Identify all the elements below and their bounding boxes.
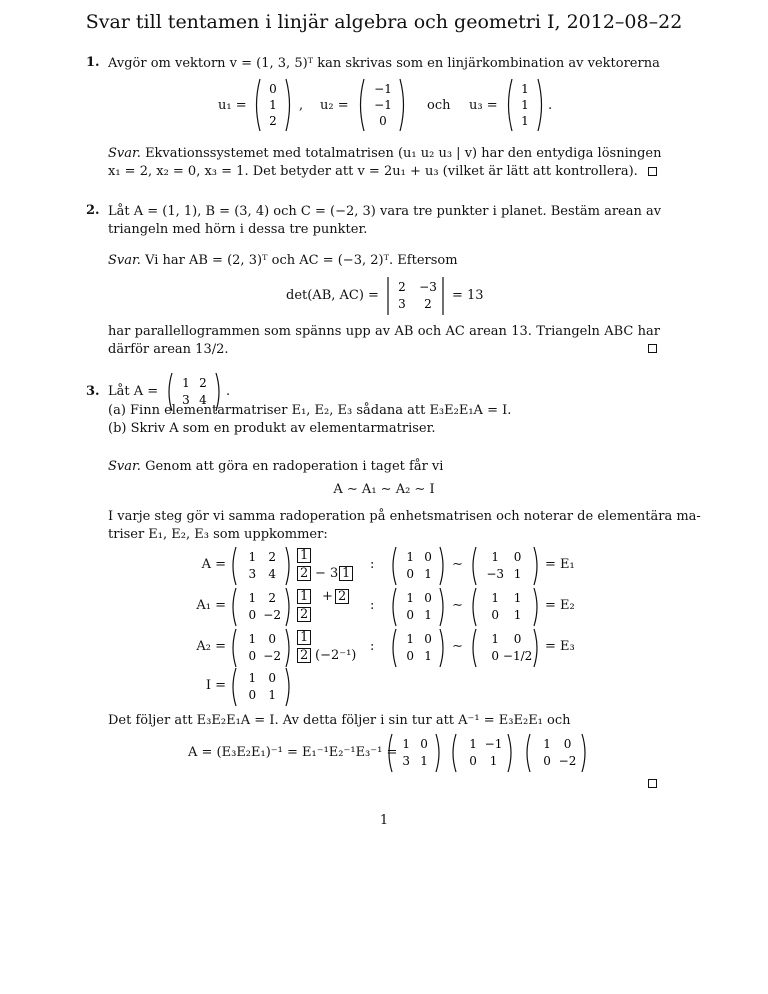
step-0-identity <box>390 546 446 590</box>
u3-parens <box>504 78 546 132</box>
step-0-op-bot-extra: − 3 <box>315 566 339 581</box>
step-1-identity-cell-01: 0 <box>424 591 432 605</box>
problem-1-number: 1. <box>86 55 100 70</box>
final-matrix-1 <box>450 733 514 777</box>
A-11: 4 <box>199 393 207 407</box>
answer-1-text-1: Ekvationssystemet med totalmatrisen (u₁ u₂ u₃ | v) har den entydiga lösningen <box>145 146 662 161</box>
step-0-lhs: A = <box>201 557 226 572</box>
step-0-op-bot <box>297 566 311 581</box>
step-3-matrix-cell-01: 0 <box>268 671 276 685</box>
u2-parens <box>356 78 408 132</box>
step-1-identity-parens <box>390 587 446 627</box>
svar-label-1: Svar. <box>108 146 141 161</box>
step-3-matrix-parens <box>230 667 292 707</box>
conclusion-text: Det följer att E₃E₂E₁A = I. Av detta följer i sin tur att A⁻¹ = E₃E₂E₁ och <box>108 713 571 728</box>
u1-2: 2 <box>269 114 277 128</box>
step-1-matrix-cell-10: 0 <box>248 608 257 622</box>
step-0-matrix <box>230 546 292 590</box>
final-matrix-1-cell-00: 1 <box>469 737 477 751</box>
step-0-matrix-parens <box>230 546 292 586</box>
step-0-result-cell-10: −3 <box>486 567 505 581</box>
step-1-result-cell-11: 1 <box>513 608 522 622</box>
answer-3-text-3: triser E₁, E₂, E₃ som uppkommer: <box>108 527 328 542</box>
step-2-identity <box>390 628 446 672</box>
step-1-sim: ∼ <box>452 598 463 613</box>
u3-2: 1 <box>521 114 529 128</box>
step-2-matrix-cell-00: 1 <box>248 632 257 646</box>
qed-box-1 <box>648 167 657 176</box>
page-title: Svar till tentamen i linjär algebra och geometri I, 2012–08–22 <box>85 11 683 33</box>
step-1-op-bot <box>297 607 311 622</box>
A-00: 1 <box>182 376 190 390</box>
step-1-matrix-parens <box>230 587 292 627</box>
step-2-result-parens <box>470 628 540 668</box>
step-1-rhs: = E₂ <box>545 598 575 613</box>
page-number: 1 <box>379 813 389 828</box>
det-label: det(AB, AC) = <box>286 288 379 303</box>
step-1-matrix-cell-00: 1 <box>248 591 257 605</box>
u1-parens <box>252 78 294 132</box>
answer-1-text-2: x₁ = 2, x₂ = 0, x₃ = 1. Det betyder att v = 2u₁ + u₃ (vilket är lätt att kontrollera). <box>108 164 638 179</box>
final-matrix-2-cell-10: 0 <box>543 754 551 768</box>
step-0-identity-cell-01: 0 <box>424 550 432 564</box>
u1-label: u₁ = <box>218 98 247 113</box>
step-0-identity-cell-11: 1 <box>424 567 432 581</box>
u3-0: 1 <box>521 82 529 96</box>
det-10: 3 <box>398 297 406 311</box>
u2-1: −1 <box>374 98 392 112</box>
step-1-matrix-cell-01: 2 <box>268 591 276 605</box>
step-1-result <box>470 587 540 631</box>
step-3-matrix <box>230 667 292 711</box>
step-1-op-top-box2 <box>335 589 349 604</box>
step-0-sim: ∼ <box>452 557 463 572</box>
step-2-identity-cell-01: 0 <box>424 632 432 646</box>
u2-2: 0 <box>379 114 387 128</box>
step-1-result-cell-00: 1 <box>491 591 500 605</box>
step-1-op-bot-box: 2 <box>297 607 311 622</box>
problem-1-answer-1 <box>108 145 660 163</box>
step-0-matrix-cell-01: 2 <box>268 550 276 564</box>
step-2-matrix-parens <box>230 628 292 668</box>
step-1-matrix-cell-11: −2 <box>263 608 282 622</box>
step-0-op-bot-box2 <box>339 566 353 581</box>
step-1-identity-cell-10: 0 <box>406 608 414 622</box>
step-2-matrix <box>230 628 292 672</box>
problem-3-intro: Låt A = <box>108 384 159 399</box>
step-2-identity-cell-10: 0 <box>406 649 414 663</box>
det-matrix <box>385 276 447 320</box>
problem-3-number: 3. <box>86 384 100 399</box>
final-matrix-1-cell-10: 0 <box>469 754 477 768</box>
u1-1: 1 <box>269 98 277 112</box>
step-2-op-bot-box: 2 <box>297 648 311 663</box>
step-0-rhs: = E₁ <box>545 557 575 572</box>
step-0-matrix-cell-10: 3 <box>248 567 257 581</box>
step-2-identity-cell-11: 1 <box>424 649 432 663</box>
det-value: = 13 <box>452 288 484 303</box>
step-2-matrix-cell-11: −2 <box>263 649 282 663</box>
step-2-result-cell-01: 0 <box>513 632 522 646</box>
problem-2-question-2: triangeln med hörn i dessa tre punkter. <box>108 222 368 237</box>
step-1-matrix <box>230 587 292 631</box>
step-0-result-cell-01: 0 <box>513 550 522 564</box>
final-matrix-2 <box>524 733 588 777</box>
det-00: 2 <box>398 280 406 294</box>
final-matrix-2-cell-00: 1 <box>543 737 551 751</box>
A-10: 3 <box>182 393 190 407</box>
qed-box-3 <box>648 779 657 788</box>
problem-2-question-1: Låt A = (1, 1), B = (3, 4) och C = (−2, 3) vara tre punkter i planet. Bestäm arean av <box>108 204 662 219</box>
problem-3-part-b: (b) Skriv A som en produkt av elementarmatriser. <box>108 421 436 436</box>
final-matrix-0-cell-10: 3 <box>402 754 410 768</box>
final-matrix-2-parens <box>524 733 588 773</box>
step-2-matrix-cell-01: 0 <box>268 632 276 646</box>
final-matrix-0 <box>386 733 442 777</box>
svar-label-3: Svar. <box>108 459 141 474</box>
final-lhs: A = (E₃E₂E₁)⁻¹ = E₁⁻¹E₂⁻¹E₃⁻¹ = <box>188 745 398 760</box>
step-2-lhs: A₂ = <box>196 639 226 654</box>
u2-vector <box>356 78 408 136</box>
step-0-matrix-cell-11: 4 <box>268 567 276 581</box>
step-1-result-cell-10: 0 <box>491 608 500 622</box>
u3-vector <box>504 78 546 136</box>
step-0-result-cell-00: 1 <box>491 550 500 564</box>
problem-1-question: Avgör om vektorn v = (1, 3, 5)ᵀ kan skrivas som en linjärkombination av vektorerna <box>108 56 660 71</box>
step-0-identity-cell-00: 1 <box>406 550 414 564</box>
step-2-sim: ∼ <box>452 639 463 654</box>
step-2-result-cell-00: 1 <box>491 632 500 646</box>
step-0-result-parens <box>470 546 540 586</box>
step-0-colon: : <box>370 557 375 572</box>
step-3-matrix-cell-00: 1 <box>248 671 257 685</box>
step-1-result-parens <box>470 587 540 627</box>
step-3-matrix-cell-11: 1 <box>268 688 276 702</box>
step-2-rhs: = E₃ <box>545 639 575 654</box>
answer-2-text-3: därför arean 13/2. <box>108 342 229 357</box>
final-matrix-0-cell-01: 0 <box>420 737 428 751</box>
u2-label: u₂ = <box>320 98 349 113</box>
step-0-op-bot-box2-box: 1 <box>339 566 353 581</box>
final-matrix-0-cell-11: 1 <box>420 754 428 768</box>
u1-0: 0 <box>269 82 277 96</box>
step-1-identity-cell-11: 1 <box>424 608 432 622</box>
final-matrix-2-cell-01: 0 <box>563 737 572 751</box>
final-matrix-0-cell-00: 1 <box>402 737 410 751</box>
final-matrix-1-parens <box>450 733 514 773</box>
problem-2-number: 2. <box>86 203 100 218</box>
step-2-identity-cell-00: 1 <box>406 632 414 646</box>
step-0-identity-cell-10: 0 <box>406 567 414 581</box>
step-1-identity-cell-00: 1 <box>406 591 414 605</box>
step-2-op-bot-extra: (−2⁻¹) <box>315 648 357 663</box>
och-word: och <box>427 98 451 113</box>
step-2-op-top <box>297 630 311 645</box>
step-3-lhs: I = <box>205 678 226 693</box>
step-1-op-top <box>297 589 311 604</box>
step-1-colon: : <box>370 598 375 613</box>
step-0-result-cell-11: 1 <box>513 567 522 581</box>
step-1-lhs: A₁ = <box>196 598 226 613</box>
step-2-result <box>470 628 540 672</box>
u3-1: 1 <box>521 98 529 112</box>
answer-2-text-2: har parallellogrammen som spänns upp av AB och AC arean 13. Triangeln ABC har <box>108 324 660 339</box>
step-0-op-top-box: 1 <box>297 548 311 563</box>
answer-3-text-1: Genom att göra en radoperation i taget får vi <box>145 459 444 474</box>
period-1: . <box>548 98 553 113</box>
problem-2-answer-1 <box>108 252 660 270</box>
step-2-identity-parens <box>390 628 446 668</box>
det-bars <box>385 276 447 316</box>
answer-2-text-1: Vi har AB = (2, 3)ᵀ och AC = (−3, 2)ᵀ. Eftersom <box>145 253 458 268</box>
equivalence-chain: A ∼ A₁ ∼ A₂ ∼ I <box>333 482 435 497</box>
step-0-identity-parens <box>390 546 446 586</box>
step-2-colon: : <box>370 639 375 654</box>
qed-box-2 <box>648 344 657 353</box>
det-11: 2 <box>424 297 432 311</box>
problem-3-answer-1 <box>108 458 660 476</box>
step-0-op-top <box>297 548 311 563</box>
final-matrix-2-cell-11: −2 <box>558 754 577 768</box>
A-01: 2 <box>199 376 207 390</box>
u1-vector <box>252 78 294 136</box>
step-2-result-cell-10: 0 <box>491 649 500 663</box>
svar-label-2: Svar. <box>108 253 141 268</box>
final-matrix-1-cell-01: −1 <box>484 737 503 751</box>
step-0-result <box>470 546 540 590</box>
comma-1: , <box>299 98 304 113</box>
step-1-identity <box>390 587 446 631</box>
step-0-matrix-cell-00: 1 <box>248 550 257 564</box>
u3-label: u₃ = <box>469 98 498 113</box>
period-3: . <box>226 384 231 399</box>
step-1-result-cell-01: 1 <box>513 591 522 605</box>
u2-0: −1 <box>374 82 392 96</box>
det-01: −3 <box>419 280 437 294</box>
step-2-op-top-box: 1 <box>297 630 311 645</box>
step-2-matrix-cell-10: 0 <box>248 649 257 663</box>
step-1-op-top-box2-box: 2 <box>335 589 349 604</box>
final-matrix-0-parens <box>386 733 442 773</box>
step-1-op-top-extra: + <box>322 589 333 604</box>
step-2-op-bot <box>297 648 311 663</box>
step-3-matrix-cell-10: 0 <box>248 688 257 702</box>
step-0-op-bot-box: 2 <box>297 566 311 581</box>
step-1-op-top-box: 1 <box>297 589 311 604</box>
problem-3-part-a: (a) Finn elementarmatriser E₁, E₂, E₃ sådana att E₃E₂E₁A = I. <box>108 403 512 418</box>
final-matrix-1-cell-11: 1 <box>489 754 498 768</box>
answer-3-text-2: I varje steg gör vi samma radoperation på enhetsmatrisen och noterar de elementära ma- <box>108 509 701 524</box>
step-2-result-cell-11: −1/2 <box>502 649 533 663</box>
